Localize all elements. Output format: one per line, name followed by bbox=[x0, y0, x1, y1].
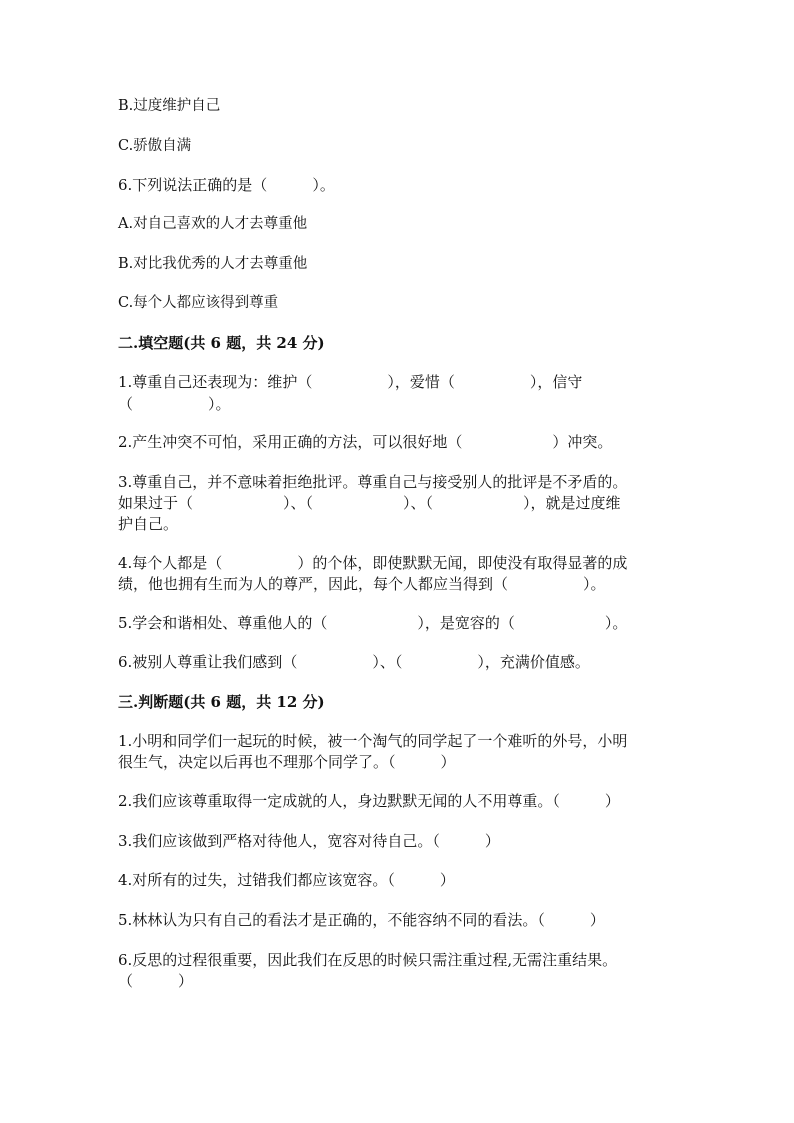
q6-option-b: B.对比我优秀的人才去尊重他 bbox=[118, 256, 308, 272]
q5-option-c: C.骄傲自满 bbox=[118, 138, 192, 154]
fill-q2-line1: 2.产生冲突不可怕，采用正确的方法，可以很好地（ ）冲突。 bbox=[118, 433, 613, 451]
fill-q1-line1: 1.尊重自己还表现为：维护（ ），爱惜（ ），信守 bbox=[118, 373, 583, 391]
fill-q3-line3: 护自己。 bbox=[118, 515, 179, 533]
tf-q1-line2: 很生气，决定以后再也不理那个同学了。（ ） bbox=[118, 753, 456, 771]
q6-option-a: A.对自己喜欢的人才去尊重他 bbox=[118, 216, 308, 232]
true-false-heading: 三.判断题(共 6 题，共 12 分) bbox=[118, 693, 325, 711]
tf-q3-line1: 3.我们应该做到严格对待他人，宽容对待自己。（ ） bbox=[118, 832, 500, 850]
tf-q1-line1: 1.小明和同学们一起玩的时候，被一个淘气的同学起了一个难听的外号，小明 bbox=[118, 732, 628, 750]
tf-q6-line1: 6.反思的过程很重要，因此我们在反思的时候只需注重过程,无需注重结果。 bbox=[118, 951, 618, 969]
fill-q3-line2: 如果过于（ ）、（ ）、（ ），就是过度维 bbox=[118, 494, 621, 512]
fill-q4-line1: 4.每个人都是（ ）的个体，即使默默无闻，即使没有取得显著的成 bbox=[118, 554, 628, 572]
fill-q1-line2: （ ）。 bbox=[118, 395, 231, 413]
q5-option-b: B.过度维护自己 bbox=[118, 98, 221, 114]
fill-q6-line1: 6.被别人尊重让我们感到（ ）、（ ），充满价值感。 bbox=[118, 653, 590, 671]
mc-q6-stem: 6.下列说法正确的是（ ）。 bbox=[118, 176, 335, 194]
fill-blank-heading: 二.填空题(共 6 题，共 24 分) bbox=[118, 334, 325, 352]
q6-option-c: C.每个人都应该得到尊重 bbox=[118, 295, 279, 311]
tf-q6-line2: （ ） bbox=[118, 972, 194, 990]
fill-q3-line1: 3.尊重自己，并不意味着拒绝批评。尊重自己与接受别人的批评是不矛盾的。 bbox=[118, 473, 628, 491]
fill-q4-line2: 绩，他也拥有生而为人的尊严，因此，每个人都应当得到（ ）。 bbox=[118, 575, 606, 593]
tf-q4-line1: 4.对所有的过失，过错我们都应该宽容。（ ） bbox=[118, 871, 455, 889]
tf-q2-line1: 2.我们应该尊重取得一定成就的人，身边默默无闻的人不用尊重。（ ） bbox=[118, 792, 620, 810]
tf-q5-line1: 5.林林认为只有自己的看法才是正确的，不能容纳不同的看法。（ ） bbox=[118, 911, 605, 929]
fill-q5-line1: 5.学会和谐相处、尊重他人的（ ），是宽容的（ ）。 bbox=[118, 614, 628, 632]
